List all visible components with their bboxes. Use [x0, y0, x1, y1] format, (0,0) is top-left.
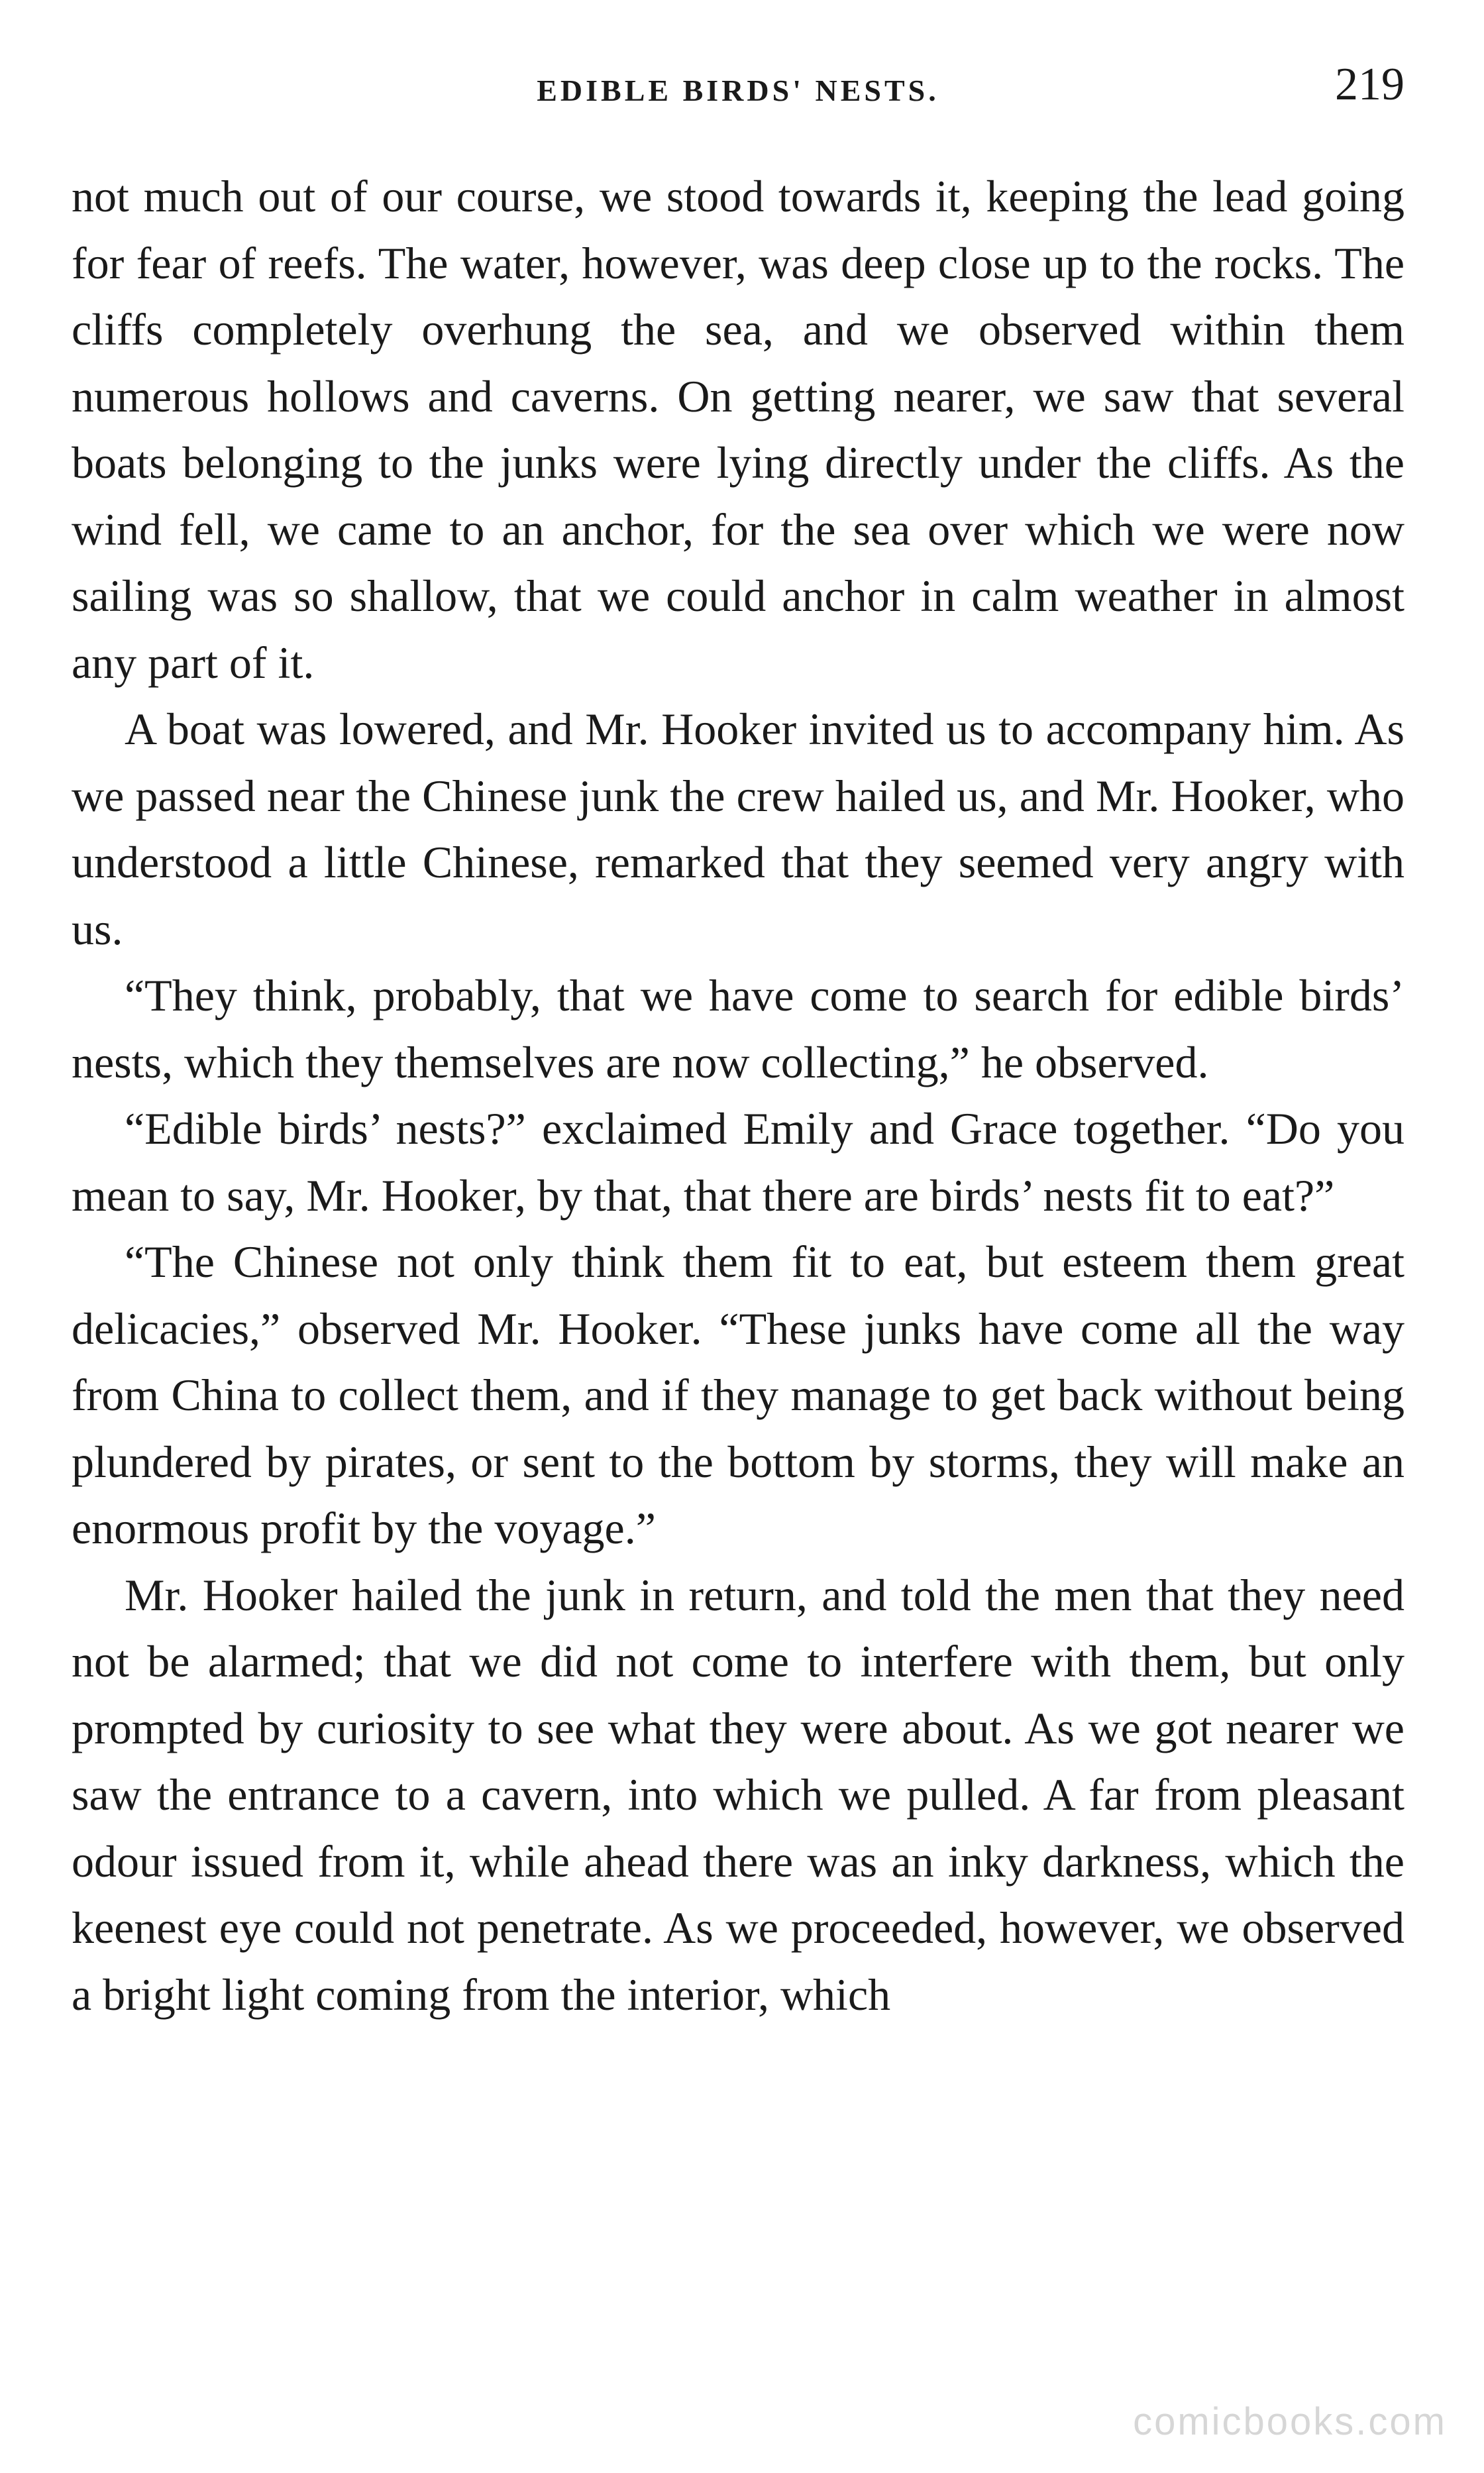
- paragraph: “Edible birds’ nests?” exclaimed Emily and Grace together. “Do you mean to say, Mr. Hooker, by that, that there are birds’ nests fit to eat?”: [72, 1103, 1404, 1221]
- body-text: [72, 163, 1404, 2028]
- watermark: comicbooks.com: [1133, 2400, 1447, 2443]
- paragraph: A boat was lowered, and Mr. Hooker invited us to accompany him. As we passed near the Chinese junk the crew hailed us, and Mr. Hooker, who understood a little Chinese, remarked that they seemed very angry with us.: [72, 704, 1404, 954]
- paragraph: not much out of our course, we stood towards it, keeping the lead going for fear of reefs. The water, however, was deep close up to the rocks. The cliffs completely overhung the sea, and we observed within them numerous hollows and caverns. On getting nearer, we saw that several boats belonging to the junks were lying directly under the cliffs. As the wind fell, we came to an anchor, for the sea over which we were now sailing was so shallow, that we could anchor in calm weather in almost any part of it.: [72, 171, 1404, 688]
- paragraph: Mr. Hooker hailed the junk in return, and told the men that they need not be alarmed; that we did not come to interfere with them, but only prompted by curiosity to see what they were about. As we got nearer we saw the entrance to a cavern, into which we pulled. A far from pleasant odour issued from it, while ahead there was an inky darkness, which the keenest eye could not penetrate. As we proceeded, however, we observed a bright light coming from the interior, which: [72, 1569, 1404, 2020]
- paragraph: “The Chinese not only think them fit to eat, but esteem them great delicacies,” observed Mr. Hooker. “These junks have come all the way from China to collect them, and if they manage to get back without being plundered by pirates, or sent to the bottom by storms, they will make an enormous profit by the voyage.”: [72, 1236, 1404, 1553]
- paragraph: “They think, probably, that we have come to search for edible birds’ nests, which they themselves are now collecting,” he observed.: [72, 970, 1404, 1087]
- running-title: EDIBLE BIRDS' NESTS.: [537, 74, 939, 107]
- running-head: [72, 58, 1404, 131]
- page-number: 219: [1335, 59, 1404, 110]
